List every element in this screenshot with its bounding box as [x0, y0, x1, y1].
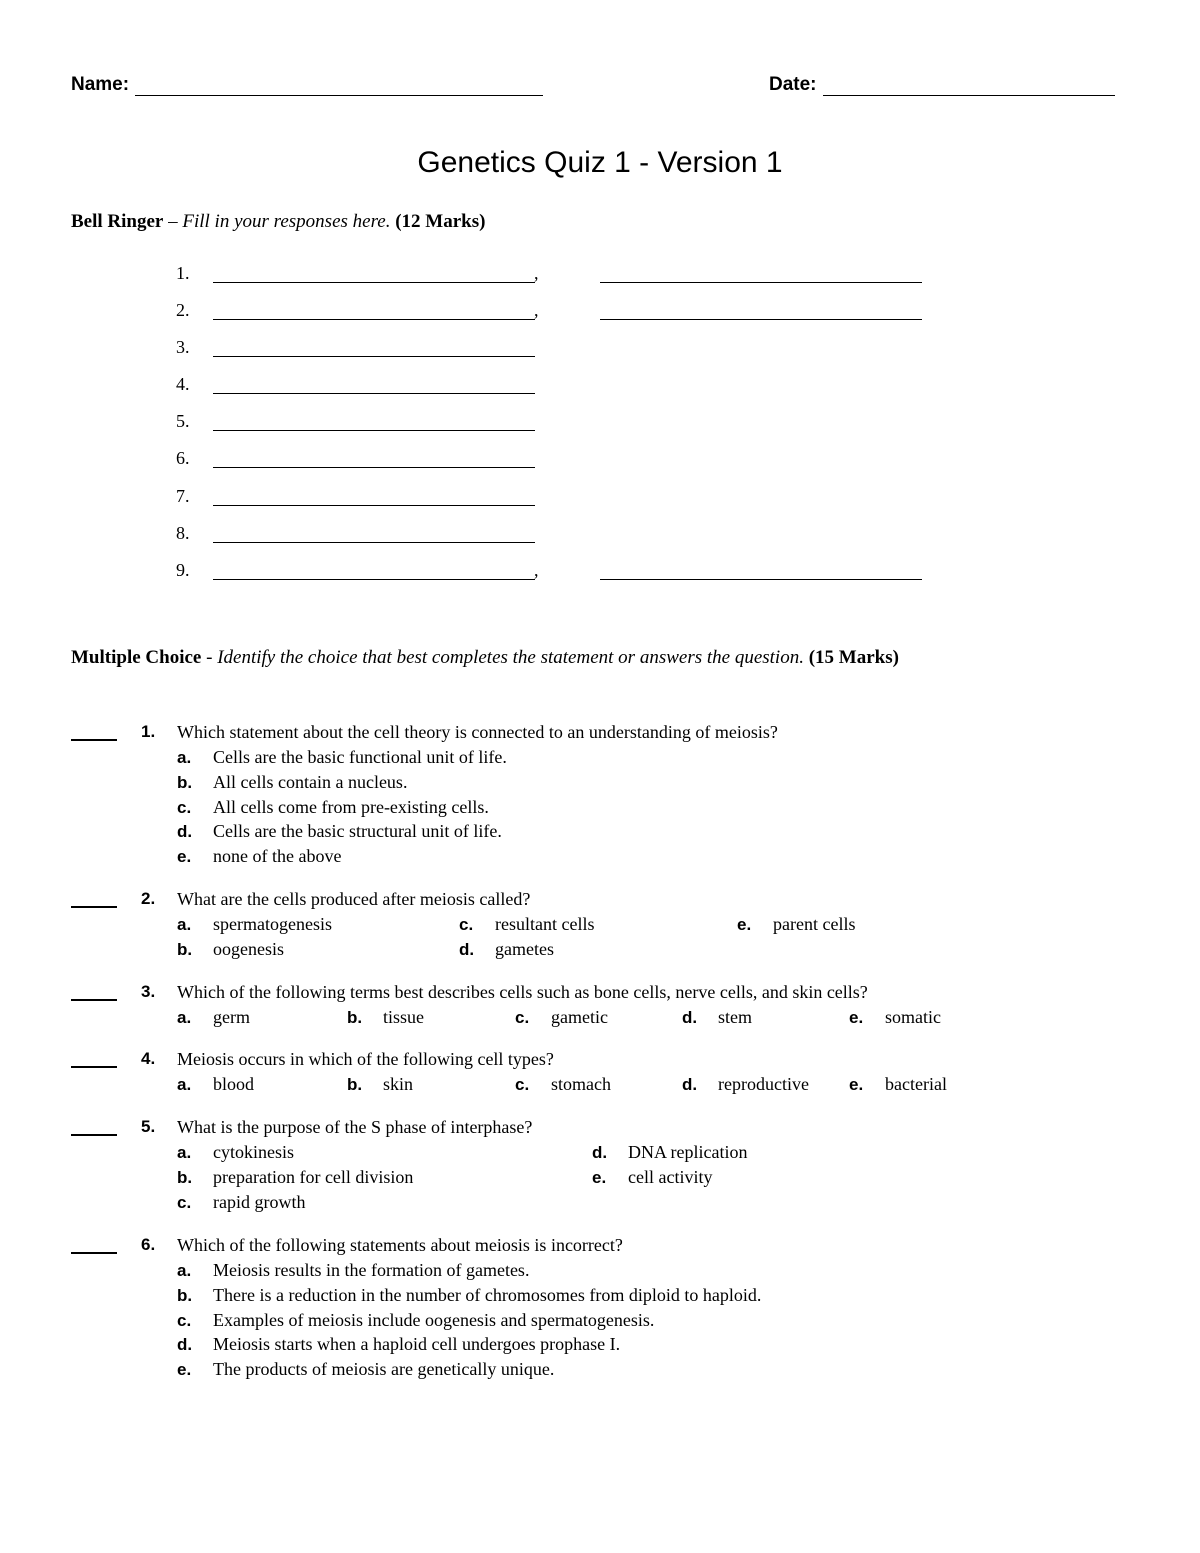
answer-option[interactable]: [177, 797, 489, 818]
answer-option[interactable]: [177, 1142, 294, 1163]
answer-option[interactable]: [459, 939, 554, 960]
question-text: Which of the following terms best describes cells such as bone cells, nerve cells, and skin cells?: [177, 982, 868, 1002]
option-letter: a.: [177, 1261, 192, 1280]
answer-blank[interactable]: [71, 999, 117, 1001]
answer-blank[interactable]: [71, 906, 117, 908]
option-text: oogenesis: [213, 939, 284, 959]
option-letter: b.: [177, 940, 193, 959]
option-letter: c.: [459, 915, 474, 934]
bell-ringer-marks: (12 Marks): [395, 211, 486, 232]
answer-option[interactable]: [177, 772, 407, 793]
option-text: preparation for cell division: [213, 1167, 414, 1187]
option-letter: a.: [177, 1008, 192, 1027]
date-field-row: [769, 74, 1115, 96]
option-text: reproductive: [718, 1074, 809, 1094]
bell-ringer-number: 2.: [176, 300, 190, 320]
answer-option[interactable]: [177, 939, 284, 960]
answer-option[interactable]: [177, 1167, 413, 1188]
answer-blank[interactable]: [71, 1252, 117, 1254]
bell-ringer-row: [176, 411, 936, 435]
question-number: 1.: [141, 722, 156, 741]
bell-ringer-number: 1.: [176, 263, 190, 283]
option-text: germ: [213, 1007, 250, 1027]
question-block: [71, 722, 1171, 866]
bell-ringer-number: 6.: [176, 448, 190, 468]
option-letter: e.: [592, 1168, 607, 1187]
option-letter: d.: [592, 1143, 608, 1162]
bell-ringer-dash: –: [168, 211, 178, 232]
question-number: 6.: [141, 1235, 156, 1254]
bell-ringer-row: [176, 523, 936, 547]
bell-ringer-answer-blank[interactable]: [213, 430, 535, 431]
option-text: All cells come from pre-existing cells.: [213, 797, 489, 817]
bell-ringer-number: 3.: [176, 337, 190, 357]
answer-option[interactable]: [515, 1074, 611, 1095]
option-letter: a.: [177, 1143, 192, 1162]
bell-ringer-comma: ,: [534, 263, 539, 283]
option-letter: c.: [515, 1075, 530, 1094]
bell-ringer-number: 8.: [176, 523, 190, 543]
option-text: cell activity: [628, 1167, 713, 1187]
bell-ringer-answer-blank[interactable]: [213, 356, 535, 357]
option-letter: d.: [177, 1335, 193, 1354]
option-text: The products of meiosis are genetically unique.: [213, 1359, 555, 1379]
option-letter: e.: [849, 1008, 864, 1027]
page-title: Genetics Quiz 1 - Version 1: [417, 146, 783, 179]
option-letter: d.: [682, 1008, 698, 1027]
option-text: gametes: [495, 939, 554, 959]
bell-ringer-second-answer-blank[interactable]: [600, 579, 922, 580]
answer-option[interactable]: [347, 1074, 413, 1095]
name-field-row: [71, 74, 543, 96]
option-text: Cells are the basic structural unit of life.: [213, 821, 502, 841]
option-letter: e.: [177, 847, 192, 866]
option-text: rapid growth: [213, 1192, 306, 1212]
option-letter: a.: [177, 1075, 192, 1094]
option-letter: a.: [177, 748, 192, 767]
bell-ringer-answer-blank[interactable]: [213, 467, 535, 468]
bell-ringer-answer-blank[interactable]: [213, 505, 535, 506]
option-text: Meiosis starts when a haploid cell undergoes prophase I.: [213, 1334, 621, 1354]
answer-option[interactable]: [849, 1074, 947, 1095]
bell-ringer-label: Bell Ringer: [71, 211, 164, 232]
option-text: blood: [213, 1074, 255, 1094]
answer-blank[interactable]: [71, 739, 117, 741]
question-text: What are the cells produced after meiosis called?: [177, 889, 531, 909]
option-text: none of the above: [213, 846, 342, 866]
answer-option[interactable]: [592, 1167, 712, 1188]
bell-ringer-answer-blank[interactable]: [213, 282, 535, 283]
bell-ringer-row: [176, 374, 936, 398]
option-letter: e.: [177, 1360, 192, 1379]
bell-ringer-number: 4.: [176, 374, 190, 394]
answer-option[interactable]: [177, 1074, 254, 1095]
bell-ringer-answer-blank[interactable]: [213, 579, 535, 580]
question-number: 3.: [141, 982, 156, 1001]
answer-option[interactable]: [682, 1074, 809, 1095]
bell-ringer-answer-blank[interactable]: [213, 542, 535, 543]
answer-option[interactable]: [177, 747, 507, 768]
answer-option[interactable]: [177, 1359, 554, 1380]
option-text: skin: [383, 1074, 414, 1094]
bell-ringer-comma: ,: [534, 560, 539, 580]
bell-ringer-row: [176, 560, 936, 584]
name-blank[interactable]: [135, 75, 543, 96]
option-letter: c.: [177, 1193, 192, 1212]
answer-option[interactable]: [177, 1192, 305, 1213]
option-letter: b.: [177, 773, 193, 792]
bell-ringer-instruction: Fill in your responses here.: [182, 211, 391, 232]
answer-option[interactable]: [177, 821, 502, 842]
answer-option[interactable]: [682, 1007, 752, 1028]
option-letter: e.: [849, 1075, 864, 1094]
answer-option[interactable]: [177, 914, 332, 935]
bell-ringer-number: 5.: [176, 411, 190, 431]
option-text: resultant cells: [495, 914, 595, 934]
answer-option[interactable]: [849, 1007, 941, 1028]
multiple-choice-label: Multiple Choice: [71, 647, 202, 668]
bell-ringer-number: 7.: [176, 486, 190, 506]
option-text: gametic: [551, 1007, 608, 1027]
answer-option[interactable]: [592, 1142, 747, 1163]
option-letter: d.: [177, 822, 193, 841]
question-number: 4.: [141, 1049, 156, 1068]
option-letter: c.: [515, 1008, 530, 1027]
option-text: somatic: [885, 1007, 941, 1027]
multiple-choice-marks: (15 Marks): [808, 647, 899, 668]
option-letter: e.: [737, 915, 752, 934]
option-letter: b.: [177, 1168, 193, 1187]
answer-option[interactable]: [177, 1310, 654, 1331]
question-text: Which statement about the cell theory is connected to an understanding of meiosis?: [177, 722, 778, 742]
answer-option[interactable]: [177, 1285, 761, 1306]
option-letter: c.: [177, 1311, 192, 1330]
bell-ringer-row: [176, 300, 936, 324]
option-text: parent cells: [773, 914, 856, 934]
option-text: Examples of meiosis include oogenesis and spermatogenesis.: [213, 1310, 655, 1330]
answer-option[interactable]: [459, 914, 594, 935]
option-text: Cells are the basic functional unit of life.: [213, 747, 507, 767]
bell-ringer-second-answer-blank[interactable]: [600, 282, 922, 283]
answer-option[interactable]: [737, 914, 855, 935]
bell-ringer-row: [176, 337, 936, 361]
answer-option[interactable]: [515, 1007, 608, 1028]
question-text: What is the purpose of the S phase of interphase?: [177, 1117, 533, 1137]
option-letter: d.: [459, 940, 475, 959]
option-text: stomach: [551, 1074, 611, 1094]
option-letter: c.: [177, 798, 192, 817]
option-text: spermatogenesis: [213, 914, 332, 934]
option-text: tissue: [383, 1007, 425, 1027]
date-blank[interactable]: [823, 75, 1115, 96]
bell-ringer-row: [176, 263, 936, 287]
answer-option[interactable]: [177, 846, 341, 867]
question-block: [71, 1235, 1171, 1379]
option-text: All cells contain a nucleus.: [213, 772, 408, 792]
answer-option[interactable]: [177, 1007, 250, 1028]
bell-ringer-heading: [71, 211, 485, 233]
bell-ringer-number: 9.: [176, 560, 190, 580]
multiple-choice-instruction: Identify the choice that best completes the statement or answers the question.: [217, 647, 804, 668]
question-text: Which of the following statements about meiosis is incorrect?: [177, 1235, 623, 1255]
option-letter: d.: [682, 1075, 698, 1094]
question-number: 5.: [141, 1117, 156, 1136]
option-text: Meiosis results in the formation of gametes.: [213, 1260, 530, 1280]
multiple-choice-heading: [71, 647, 899, 669]
bell-ringer-second-answer-blank[interactable]: [600, 319, 922, 320]
option-text: bacterial: [885, 1074, 947, 1094]
option-text: cytokinesis: [213, 1142, 294, 1162]
option-text: DNA replication: [628, 1142, 748, 1162]
name-label: Name:: [71, 74, 130, 95]
answer-option[interactable]: [347, 1007, 424, 1028]
bell-ringer-answer-blank[interactable]: [213, 319, 535, 320]
option-letter: a.: [177, 915, 192, 934]
option-text: stem: [718, 1007, 752, 1027]
option-letter: b.: [347, 1008, 363, 1027]
bell-ringer-comma: ,: [534, 300, 539, 320]
answer-blank[interactable]: [71, 1066, 117, 1068]
multiple-choice-dash: -: [206, 647, 213, 668]
option-letter: b.: [177, 1286, 193, 1305]
bell-ringer-row: [176, 448, 936, 472]
bell-ringer-answer-blank[interactable]: [213, 393, 535, 394]
answer-blank[interactable]: [71, 1134, 117, 1136]
option-text: There is a reduction in the number of chromosomes from diploid to haploid.: [213, 1285, 762, 1305]
answer-option[interactable]: [177, 1260, 529, 1281]
question-number: 2.: [141, 889, 156, 908]
option-letter: b.: [347, 1075, 363, 1094]
answer-option[interactable]: [177, 1334, 620, 1355]
bell-ringer-row: [176, 486, 936, 510]
date-label: Date:: [769, 74, 817, 95]
question-text: Meiosis occurs in which of the following cell types?: [177, 1049, 554, 1069]
